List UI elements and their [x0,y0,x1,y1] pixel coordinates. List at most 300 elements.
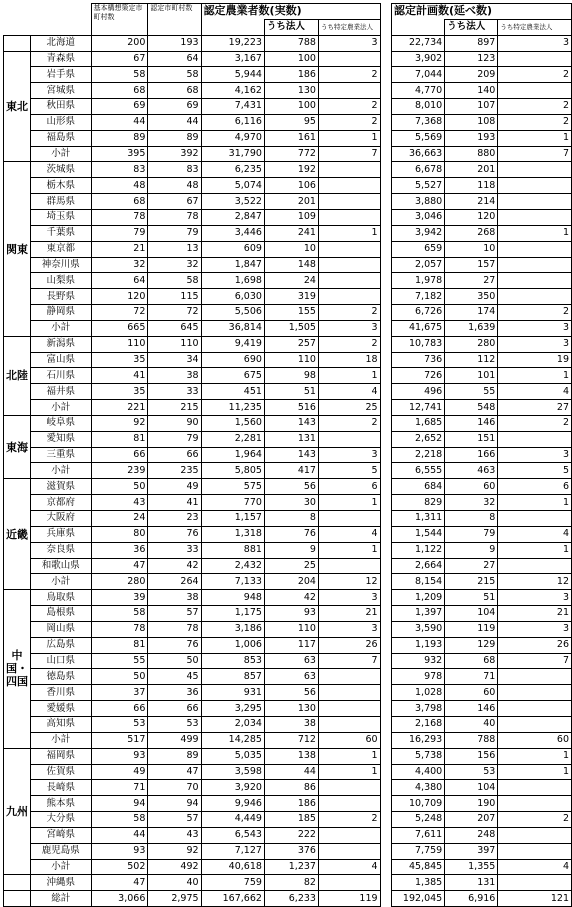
region-label [4,35,31,51]
kihon-count: 44 [91,827,148,843]
tokutei-count-2: 19 [498,352,572,368]
nintei-nogyosha-count: 5,506 [201,305,264,321]
table-row [4,764,572,780]
hojin-count: 8 [264,511,318,527]
table-row [4,194,572,210]
column-gap [380,305,391,321]
hojin-count-2: 156 [445,748,498,764]
column-gap [380,146,391,162]
tokutei-count: 21 [318,606,380,622]
kihon-count: 221 [91,400,148,416]
nintei-nogyosha-count: 6,116 [201,114,264,130]
pref-name: 和歌山県 [31,558,92,574]
nintei-shichoson-count: 43 [148,827,201,843]
pref-name: 島根県 [31,606,92,622]
nintei-nogyosha-count: 770 [201,495,264,511]
hojin-count-2: 174 [445,305,498,321]
column-gap [380,99,391,115]
pref-name: 山口県 [31,653,92,669]
hojin-count: 56 [264,479,318,495]
pref-name: 広島県 [31,637,92,653]
hojin-count-2: 27 [445,558,498,574]
hojin-count-2: 207 [445,812,498,828]
tokutei-count: 4 [318,526,380,542]
nintei-keikaku-count: 7,182 [392,289,445,305]
column-gap [380,336,391,352]
column-gap [380,479,391,495]
region-label: 東海 [4,415,31,478]
tokutei-count-2: 3 [498,320,572,336]
tokutei-count-2 [498,558,572,574]
nintei-nogyosha-count: 5,944 [201,67,264,83]
table-row [4,352,572,368]
table-row [4,130,572,146]
column-gap [380,732,391,748]
tokutei-count-2: 5 [498,463,572,479]
kihon-count: 79 [91,225,148,241]
region-label: 九州 [4,748,31,875]
table-row [4,67,572,83]
nintei-shichoson-count: 34 [148,352,201,368]
hojin-count: 110 [264,352,318,368]
kihon-count: 39 [91,590,148,606]
tokutei-count-2: 6 [498,479,572,495]
table-row [4,558,572,574]
hojin-count: 417 [264,463,318,479]
nintei-nogyosha-count: 5,074 [201,178,264,194]
certified-farmers-table [3,3,572,907]
nintei-nogyosha-count: 857 [201,669,264,685]
hojin-count-2: 101 [445,368,498,384]
pref-name: 茨城県 [31,162,92,178]
nintei-nogyosha-count: 5,035 [201,748,264,764]
kihon-count: 71 [91,780,148,796]
table-row [4,431,572,447]
nintei-shichoson-count: 215 [148,400,201,416]
hojin-count-2: 68 [445,653,498,669]
tokutei-count [318,257,380,273]
column-gap [380,463,391,479]
pref-name: 小計 [31,574,92,590]
tokutei-count-2 [498,194,572,210]
table-row [4,812,572,828]
hojin-count-2: 55 [445,384,498,400]
tokutei-count-2: 1 [498,748,572,764]
table-row [4,320,572,336]
header-uchi-hojin-2: うち法人 [445,19,498,35]
pref-name: 奈良県 [31,542,92,558]
hojin-count-2: 897 [445,35,498,51]
pref-name: 鹿児島県 [31,843,92,859]
nintei-nogyosha-count: 609 [201,241,264,257]
nintei-nogyosha-count: 1,698 [201,273,264,289]
pref-name: 兵庫県 [31,526,92,542]
hojin-count-2: 880 [445,146,498,162]
kihon-count: 44 [91,114,148,130]
nintei-nogyosha-count: 40,618 [201,859,264,875]
kihon-count: 36 [91,542,148,558]
pref-name: 岡山県 [31,621,92,637]
tokutei-count-2 [498,843,572,859]
region-label: 北陸 [4,336,31,415]
table-row [4,35,572,51]
column-gap [380,178,391,194]
nintei-keikaku-count: 3,942 [392,225,445,241]
nintei-keikaku-count: 3,798 [392,701,445,717]
nintei-nogyosha-count: 3,522 [201,194,264,210]
tokutei-count-2 [498,701,572,717]
column-gap [380,289,391,305]
nintei-keikaku-count: 16,293 [392,732,445,748]
hojin-count-2: 1,355 [445,859,498,875]
pref-name: 岐阜県 [31,415,92,431]
table-row [4,748,572,764]
pref-name: 小計 [31,732,92,748]
nintei-keikaku-count: 2,218 [392,447,445,463]
nintei-shichoson-count: 36 [148,685,201,701]
nintei-nogyosha-count: 3,920 [201,780,264,796]
column-gap [380,558,391,574]
header-uchi-tokutei: うち特定農業法人 [318,19,380,35]
pref-name: 高知県 [31,716,92,732]
nintei-nogyosha-count: 853 [201,653,264,669]
tokutei-count-2 [498,209,572,225]
tokutei-count-2 [498,685,572,701]
nintei-nogyosha-count: 1,318 [201,526,264,542]
hojin-count: 204 [264,574,318,590]
table-row [4,463,572,479]
nintei-keikaku-count: 6,678 [392,162,445,178]
kihon-count: 80 [91,526,148,542]
table-row [4,511,572,527]
nintei-keikaku-count: 659 [392,241,445,257]
table-row [4,685,572,701]
nintei-keikaku-count: 7,759 [392,843,445,859]
hojin-count-2: 146 [445,415,498,431]
kihon-count: 110 [91,336,148,352]
hojin-count-2: 120 [445,209,498,225]
kihon-count: 41 [91,368,148,384]
tokutei-count-2: 1 [498,368,572,384]
hojin-count-2: 463 [445,463,498,479]
pref-name: 小計 [31,859,92,875]
nintei-shichoson-count: 45 [148,669,201,685]
hojin-count: 222 [264,827,318,843]
header-corner-2 [31,4,92,36]
hojin-count: 130 [264,83,318,99]
hojin-count: 100 [264,99,318,115]
tokutei-count-2: 1 [498,130,572,146]
hojin-count: 10 [264,241,318,257]
nintei-shichoson-count: 58 [148,67,201,83]
nintei-shichoson-count: 42 [148,558,201,574]
nintei-keikaku-count: 829 [392,495,445,511]
tokutei-count [318,273,380,289]
nintei-keikaku-count: 7,611 [392,827,445,843]
header-uchi-hojin: うち法人 [264,19,318,35]
hojin-count: 30 [264,495,318,511]
hojin-count: 161 [264,130,318,146]
tokutei-count: 1 [318,764,380,780]
nintei-keikaku-count: 2,168 [392,716,445,732]
tokutei-count-2: 60 [498,732,572,748]
tokutei-count-2: 26 [498,637,572,653]
nintei-keikaku-count: 2,652 [392,431,445,447]
nintei-keikaku-count: 1,385 [392,875,445,891]
summary-sheet [3,3,572,907]
hojin-count-2: 268 [445,225,498,241]
nintei-shichoson-count: 115 [148,289,201,305]
table-row [4,305,572,321]
column-gap [380,526,391,542]
kihon-count: 50 [91,669,148,685]
nintei-nogyosha-count: 9,419 [201,336,264,352]
table-row [4,621,572,637]
header-nintei-nogyosha: 認定農業者数(実数) [201,4,380,20]
hojin-count-2: 53 [445,764,498,780]
hojin-count-2: 190 [445,796,498,812]
pref-name: 小計 [31,400,92,416]
table-row [4,859,572,875]
nintei-shichoson-count: 89 [148,748,201,764]
hojin-count: 95 [264,114,318,130]
nintei-keikaku-count: 4,380 [392,780,445,796]
nintei-nogyosha-count: 948 [201,590,264,606]
region-label [4,875,31,891]
nintei-keikaku-count: 4,770 [392,83,445,99]
column-gap [380,764,391,780]
hojin-count: 130 [264,701,318,717]
table-row [4,479,572,495]
hojin-count-2: 71 [445,669,498,685]
nintei-shichoson-count: 32 [148,257,201,273]
pref-name: 愛媛県 [31,701,92,717]
column-gap [380,827,391,843]
tokutei-count-2 [498,431,572,447]
column-gap [380,320,391,336]
tokutei-count-2: 3 [498,35,572,51]
pref-name: 埼玉県 [31,209,92,225]
hojin-count: 1,237 [264,859,318,875]
kihon-count: 83 [91,162,148,178]
nintei-keikaku-count: 5,527 [392,178,445,194]
table-row [4,257,572,273]
table-row [4,336,572,352]
kihon-count: 66 [91,701,148,717]
pref-name: 山形県 [31,114,92,130]
hojin-count: 712 [264,732,318,748]
pref-name: 北海道 [31,35,92,51]
tokutei-count-2 [498,162,572,178]
tokutei-count [318,685,380,701]
nintei-nogyosha-count: 1,006 [201,637,264,653]
column-gap [380,859,391,875]
nintei-shichoson-count: 392 [148,146,201,162]
hojin-count-2: 40 [445,716,498,732]
table-row [4,590,572,606]
hojin-count: 1,505 [264,320,318,336]
column-gap [380,843,391,859]
hojin-count-2: 131 [445,875,498,891]
nintei-nogyosha-count: 4,162 [201,83,264,99]
table-row [4,606,572,622]
kihon-count: 47 [91,558,148,574]
hojin-count: 186 [264,67,318,83]
hojin-count: 148 [264,257,318,273]
nintei-keikaku-count: 1,028 [392,685,445,701]
nintei-keikaku-count: 8,154 [392,574,445,590]
table-row [4,83,572,99]
nintei-keikaku-count: 1,397 [392,606,445,622]
nintei-shichoson-count: 48 [148,178,201,194]
hojin-count-2: 60 [445,685,498,701]
pref-name: 総計 [31,891,92,907]
pref-name: 静岡県 [31,305,92,321]
hojin-count: 63 [264,653,318,669]
hojin-count-2: 108 [445,114,498,130]
column-gap [380,495,391,511]
nintei-keikaku-count: 5,738 [392,748,445,764]
nintei-keikaku-count: 736 [392,352,445,368]
pref-name: 長崎県 [31,780,92,796]
tokutei-count: 1 [318,542,380,558]
hojin-count: 24 [264,273,318,289]
hojin-count: 86 [264,780,318,796]
nintei-keikaku-count: 12,741 [392,400,445,416]
column-gap [380,701,391,717]
hojin-count: 257 [264,336,318,352]
kihon-count: 32 [91,257,148,273]
table-row [4,384,572,400]
tokutei-count [318,162,380,178]
hojin-count-2: 248 [445,827,498,843]
table-body [4,35,572,906]
tokutei-count [318,701,380,717]
hojin-count-2: 32 [445,495,498,511]
column-gap [380,225,391,241]
nintei-shichoson-count: 38 [148,368,201,384]
nintei-nogyosha-count: 1,157 [201,511,264,527]
kihon-count: 43 [91,495,148,511]
hojin-count-2: 104 [445,780,498,796]
nintei-shichoson-count: 235 [148,463,201,479]
tokutei-count: 3 [318,35,380,51]
nintei-shichoson-count: 33 [148,384,201,400]
nintei-shichoson-count: 23 [148,511,201,527]
table-row [4,114,572,130]
tokutei-count-2 [498,51,572,67]
nintei-nogyosha-count: 3,295 [201,701,264,717]
kihon-count: 21 [91,241,148,257]
nintei-keikaku-count: 41,675 [392,320,445,336]
column-gap [380,716,391,732]
nintei-keikaku-count: 978 [392,669,445,685]
kihon-count: 37 [91,685,148,701]
tokutei-count: 2 [318,305,380,321]
column-gap [380,621,391,637]
pref-name: 佐賀県 [31,764,92,780]
nintei-nogyosha-count: 5,805 [201,463,264,479]
nintei-keikaku-count: 726 [392,368,445,384]
pref-name: 小計 [31,463,92,479]
pref-name: 京都府 [31,495,92,511]
nintei-keikaku-count: 6,726 [392,305,445,321]
region-label [4,891,31,907]
nintei-keikaku-count: 2,057 [392,257,445,273]
kihon-count: 239 [91,463,148,479]
hojin-count: 131 [264,431,318,447]
tokutei-count-2: 12 [498,574,572,590]
nintei-shichoson-count: 76 [148,526,201,542]
tokutei-count: 2 [318,812,380,828]
hojin-count-2: 79 [445,526,498,542]
hojin-count: 38 [264,716,318,732]
nintei-shichoson-count: 79 [148,225,201,241]
kihon-count: 68 [91,194,148,210]
column-gap [380,114,391,130]
pref-name: 石川県 [31,368,92,384]
hojin-count-2: 157 [445,257,498,273]
hojin-count: 25 [264,558,318,574]
column-gap [380,83,391,99]
nintei-shichoson-count: 79 [148,431,201,447]
nintei-shichoson-count: 645 [148,320,201,336]
nintei-nogyosha-count: 675 [201,368,264,384]
kihon-count: 89 [91,130,148,146]
kihon-count: 93 [91,843,148,859]
table-row [4,542,572,558]
column-gap [380,431,391,447]
nintei-keikaku-count: 22,734 [392,35,445,51]
tokutei-count: 60 [318,732,380,748]
nintei-shichoson-count: 57 [148,606,201,622]
tokutei-count: 1 [318,225,380,241]
column-gap [380,812,391,828]
column-gap [380,891,391,907]
hojin-count-2: 107 [445,99,498,115]
tokutei-count-2: 2 [498,305,572,321]
kihon-count: 665 [91,320,148,336]
nintei-shichoson-count: 492 [148,859,201,875]
pref-name: 三重県 [31,447,92,463]
tokutei-count-2: 27 [498,400,572,416]
nintei-nogyosha-count: 1,847 [201,257,264,273]
column-gap [380,780,391,796]
nintei-nogyosha-count: 167,662 [201,891,264,907]
nintei-keikaku-count: 7,368 [392,114,445,130]
table-row [4,99,572,115]
nintei-nogyosha-count: 2,432 [201,558,264,574]
kihon-count: 92 [91,415,148,431]
kihon-count: 66 [91,447,148,463]
nintei-keikaku-count: 3,902 [392,51,445,67]
nintei-nogyosha-count: 575 [201,479,264,495]
region-label: 近畿 [4,479,31,590]
hojin-count-2: 146 [445,701,498,717]
tokutei-count-2: 2 [498,415,572,431]
kihon-count: 69 [91,99,148,115]
nintei-shichoson-count: 38 [148,590,201,606]
header-row-1 [4,4,572,20]
nintei-shichoson-count: 90 [148,415,201,431]
pref-name: 東京都 [31,241,92,257]
nintei-keikaku-count: 4,400 [392,764,445,780]
hojin-count-2: 10 [445,241,498,257]
tokutei-count [318,875,380,891]
hojin-count: 186 [264,796,318,812]
nintei-shichoson-count: 64 [148,51,201,67]
tokutei-count-2 [498,796,572,812]
